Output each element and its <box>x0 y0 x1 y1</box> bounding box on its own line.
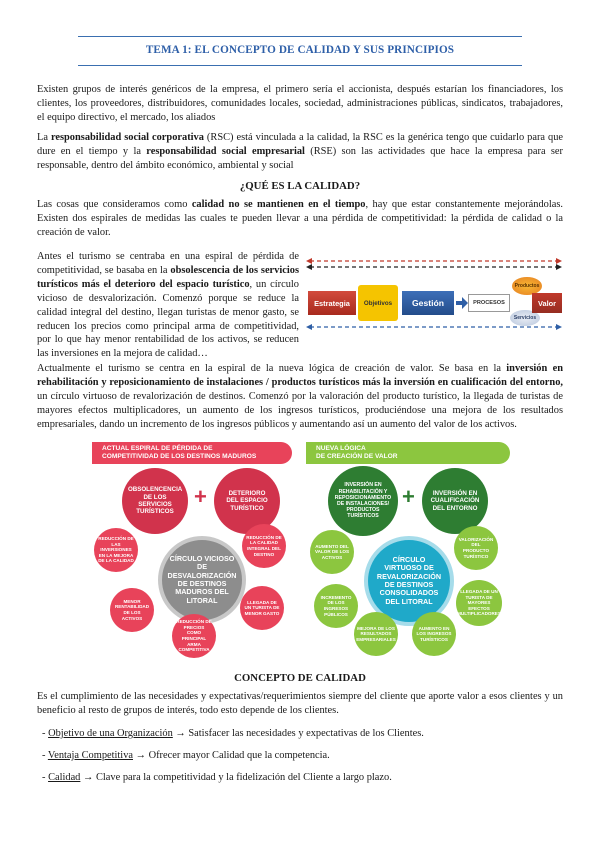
list-term: Ventaja Competitiva <box>47 750 133 761</box>
list-text: Satisfacer las necesidades y expectativas de los Clientes. <box>188 728 424 739</box>
section1-paragraph-2 <box>37 250 299 361</box>
objetivos-box: Objetivos <box>358 285 398 321</box>
s1-p2-b: obsolescencia de los servicios turísticos más el deterioro del espacio turístico <box>37 264 299 290</box>
s1-p1-c: , hay que estar constantemente mejorándolas. Existen dos espirales de medidas las cuales te pueden llevar a una pérdida de competitividad: la pérdida de calidad o la creación de valor. <box>37 199 563 238</box>
list-arrow: → <box>172 728 189 739</box>
list-text: Clave para la competitividad y la fidelización del Cliente a largo plazo. <box>95 772 392 783</box>
list-dash: - <box>42 750 48 761</box>
left-banner-line2: COMPETITIVIDAD DE LOS DESTINOS MADUROS <box>102 453 257 460</box>
productos-bubble: Productos <box>512 277 542 295</box>
left-banner-line1: ACTUAL ESPIRAL DE PÉRDIDA DE <box>102 445 213 452</box>
right-small-circle-3: INCREMENTO DE LOS INGRESOS PÚBLICOS <box>314 584 358 628</box>
list-dash: - <box>42 772 49 783</box>
s1-p1-b: calidad no se mantienen en el tiempo <box>191 199 366 210</box>
section1-paragraph-1 <box>37 198 563 240</box>
intro-p2-e: (RSE) son las actividades que hace la empresa para ser responsable, dentro del ámbito económico, ambiental y social <box>37 145 563 171</box>
s1-p2-a: Antes el turismo se centraba en una espiral de pérdida de competitividad, se basaba en la <box>37 251 299 276</box>
right-small-circle-2: VALORIZACIÓN DEL PRODUCTO TURÍSTICO <box>454 526 498 570</box>
section-heading-que-es-calidad: ¿QUÉ ES LA CALIDAD? <box>239 180 361 192</box>
list-item <box>42 771 392 785</box>
right-top-right-circle: INVERSIÓN EN CUALIFICACIÓN DEL ENTORNO <box>422 468 488 534</box>
list-dash: - <box>42 728 49 739</box>
left-small-circle-3: MENOR RENTABILIDAD DE LOS ACTIVOS <box>110 588 154 632</box>
section2-paragraph-1: Es el cumplimiento de las necesidades y expectativas/requerimientos siempre del cliente que aporte valor a esos clientes y un beneficio al resto de grupos de interés, todo esto depende de los clientes. <box>37 691 563 716</box>
right-plus-icon: + <box>402 484 415 509</box>
intro-p2-d: responsabilidad social empresarial <box>146 145 305 157</box>
right-spiral-banner <box>306 442 510 464</box>
left-top-right-circle: DETERIORO DEL ESPACIO TURÍSTICO <box>214 468 280 534</box>
section-heading-concepto-calidad: CONCEPTO DE CALIDAD <box>234 672 366 684</box>
left-small-circle-4: LLEGADA DE UN TURISTA DE MENOR GASTO <box>240 586 284 630</box>
valor-label: Valor <box>537 298 557 308</box>
list-item <box>42 749 330 763</box>
right-small-circle-5: MEJORA DE LOS RESULTADOS EMPRESARIALES <box>354 612 398 656</box>
list-arrow: → <box>133 750 149 761</box>
s1-p1-a: Las cosas que consideramos como <box>37 199 192 210</box>
list-text: Ofrecer mayor Calidad que la competencia. <box>148 750 330 761</box>
right-small-circle-1: AUMENTO DEL VALOR DE LOS ACTIVOS <box>310 530 354 574</box>
right-small-circle-6: AUMENTO EN LOS INGRESOS TURÍSTICOS <box>412 612 456 656</box>
s1-p3-b: inversión en rehabilitación y reposicionamiento de instalaciones / productos turísticos más la inversión en cualificación del entorno, <box>37 363 563 388</box>
process-diagram <box>306 253 562 335</box>
s1-p3-a: Actualmente el turismo se centra en la espiral de la nueva lógica de creación de valor. Se basa en la <box>37 363 507 374</box>
right-banner-line1: NUEVA LÓGICA <box>316 445 366 452</box>
left-small-circle-2: REDUCCIÓN DE LA CALIDAD INTEGRAL DEL DESTINO <box>242 524 286 568</box>
intro-p2-a: La <box>37 132 51 143</box>
valor-box-bg <box>532 293 562 313</box>
left-small-circle-5: REDUCCIÓN DE PRECIOS COMO PRINCIPAL ARMA COMPETITIVA <box>172 614 216 658</box>
right-center-circle: CÍRCULO VIRTUOSO DE REVALORIZACIÓN DE DESTINOS CONSOLIDADOS DEL LITORAL <box>364 536 454 626</box>
list-item <box>42 727 424 741</box>
header-rule-bottom <box>78 65 522 66</box>
estrategia-box: Estrategia <box>308 291 356 315</box>
left-small-circle-1: REDUCCIÓN DE LAS INVERSIONES EN LA MEJORA DE LA CALIDAD <box>94 528 138 572</box>
list-term: Calidad <box>48 772 81 783</box>
servicios-bubble: Servicios <box>510 310 540 326</box>
section1-paragraph-3 <box>37 362 563 432</box>
right-top-left-circle: INVERSIÓN EN REHABILITACIÓN Y REPOSICIONAMIENTO DE INSTALACIONES/ PRODUCTOS TURÍSTICOS <box>328 466 398 536</box>
s1-p3-c: un círculo virtuoso de revalorización de destinos. Comenzó por la valoración del producto turístico, la llegada de turistas de mayores efectos multiplicadores, un aumento de los ingresos turísticos, produciéndose una mejora de los resultados empresariales, dando un incremento de los ingresos públicos y aumentando así un aumento del valor de los activos. <box>37 390 563 430</box>
gestion-box: Gestión <box>402 291 454 315</box>
left-plus-icon: + <box>194 484 207 509</box>
intro-p2-c: (RSC) está vinculada a la calidad, la RSC es la genérica tengo que cuidarlo para que dure en el tiempo y la <box>37 132 564 157</box>
procesos-box: PROCESOS <box>468 294 510 312</box>
spirals-infographic <box>92 438 510 656</box>
intro-paragraph-2 <box>37 131 563 173</box>
left-spiral-banner <box>92 442 292 464</box>
list-arrow: → <box>80 772 96 783</box>
right-banner-line2: DE CREACIÓN DE VALOR <box>316 453 398 460</box>
right-small-circle-4: LLEGADA DE UN TURISTA DE MAYORES EFECTOS MULTIPLICADORES <box>456 580 502 626</box>
left-top-left-circle: OBSOLENCENCIA DE LOS SERVICIOS TURÍSTICOS <box>122 468 188 534</box>
s1-p2-c: , un círculo vicioso de desvalorización. Comenzó porque se reduce la calidad integral del destino, llegan turistas de menor gasto, se reducen los precios como principal arma de competitividad, por lo que hay menor rentabilidad de los activos, se reducen las inversiones en la mejora de calidad… <box>37 278 299 360</box>
intro-p2-b: responsabilidad social corporativa <box>50 132 204 143</box>
left-center-circle: CÍRCULO VICIOSO DE DESVALORIZACIÓN DE DESTINOS MADUROS DEL LITORAL <box>158 536 246 624</box>
intro-paragraph-1: Existen grupos de interés genéricos de la empresa, el primero sería el accionista, después estarían los financiadores, los clientes, los proveedores, distribuidores, comunidades locales, sociedad, administraciones públicas, sindicatos, trabajadores, el equipo directivo, el mercado, los aliados <box>37 84 563 123</box>
header-rule-top <box>78 36 522 37</box>
page-title: TEMA 1: EL CONCEPTO DE CALIDAD Y SUS PRINCIPIOS <box>145 44 455 56</box>
list-term: Objetivo de una Organización <box>48 728 173 739</box>
